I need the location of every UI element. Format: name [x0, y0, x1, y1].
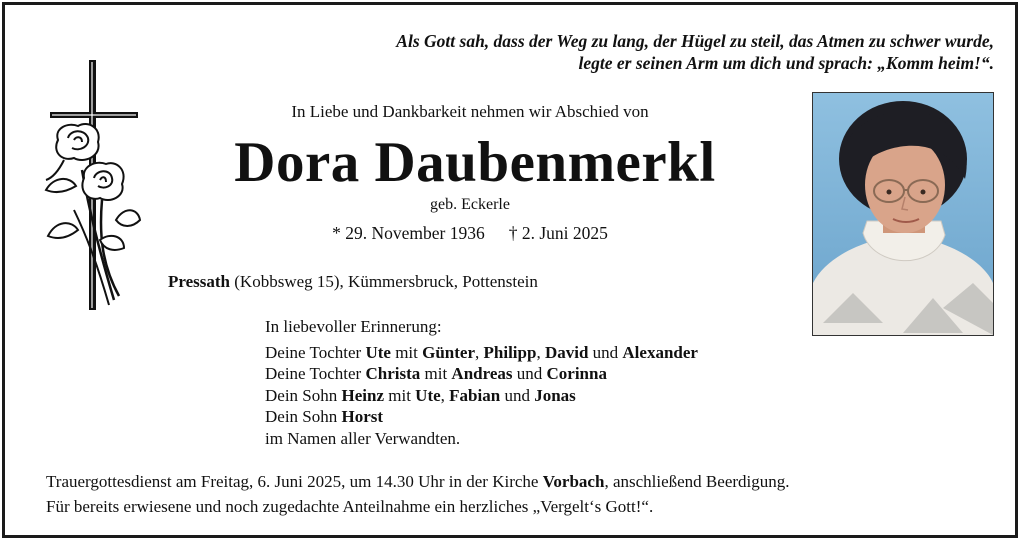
name-bold: David — [544, 342, 589, 362]
name-bold: Horst — [341, 407, 384, 426]
mourners-lead: In liebevoller Erinnerung: — [265, 317, 442, 336]
quote-line-1: Als Gott sah, dass der Weg zu lang, der Hügel zu steil, das Atmen zu schwer wurde, — [396, 31, 994, 51]
funeral-notice — [46, 469, 790, 519]
text-run: und — [588, 342, 623, 362]
name-bold: Corinna — [546, 364, 607, 383]
name-bold: Ute — [415, 385, 441, 405]
text-run: , anschließend Beerdigung. — [604, 472, 790, 491]
cross-with-roses-icon — [44, 60, 144, 315]
residence-details: (Kobbsweg 15), Kümmersbruck, Pottenstein — [230, 272, 538, 291]
mourners-list — [265, 316, 698, 449]
name-bold: Jonas — [534, 385, 576, 405]
mourner-line — [265, 342, 698, 364]
text-run: Dein Sohn — [265, 385, 342, 405]
residence-locations — [168, 272, 538, 292]
deceased-name: Dora Daubenmerkl — [234, 131, 716, 194]
text-run: , — [536, 342, 545, 362]
text-run: Für bereits erwiesene und noch zugedachte Anteilnahme ein herzliches „Vergelt‘s Gott!“. — [46, 497, 654, 516]
name-bold: Fabian — [449, 385, 501, 405]
text-run: im Namen aller Verwandten. — [265, 428, 461, 448]
life-dates — [170, 223, 770, 244]
text-run: und — [512, 364, 547, 383]
intro-text: In Liebe und Dankbarkeit nehmen wir Abschied von — [291, 102, 649, 121]
name-bold: Andreas — [451, 364, 513, 383]
text-run: mit — [384, 385, 416, 405]
text-run: Deine Tochter — [265, 342, 366, 362]
text-run: Trauergottesdienst am Freitag, 6. Juni 2025, um 14.30 Uhr in der Kirche — [46, 472, 543, 491]
name-bold: Philipp — [483, 342, 537, 362]
maiden-name: geb. Eckerle — [430, 196, 510, 213]
text-run: Dein Sohn — [265, 407, 342, 426]
text-run: mit — [390, 342, 423, 362]
portrait-illustration — [813, 93, 993, 335]
text-run: und — [500, 385, 535, 405]
thanks-line — [46, 494, 790, 519]
mourner-lines — [265, 342, 698, 450]
birth-date: * 29. November 1936 — [332, 223, 485, 243]
name-bold: Günter — [422, 342, 476, 362]
portrait-photo — [812, 92, 994, 336]
residence-town: Pressath — [168, 272, 231, 291]
name-bold: Ute — [365, 342, 391, 362]
death-date: † 2. Juni 2025 — [508, 223, 608, 243]
obituary-quote — [274, 30, 994, 74]
mourner-line — [265, 428, 698, 450]
mourner-line — [265, 385, 698, 407]
text-run: Deine Tochter — [265, 364, 366, 383]
text-run: , — [475, 342, 484, 362]
funeral-service-line — [46, 469, 790, 494]
mourner-line — [265, 406, 698, 428]
name-bold: Alexander — [622, 342, 698, 362]
name-bold: Heinz — [341, 385, 384, 405]
text-run: , — [440, 385, 450, 405]
name-bold: Vorbach — [542, 472, 605, 491]
name-bold: Christa — [365, 364, 421, 383]
quote-line-2: legte er seinen Arm um dich und sprach: „Komm heim!“. — [578, 53, 994, 73]
text-run: mit — [420, 364, 452, 383]
mourner-line — [265, 363, 698, 385]
